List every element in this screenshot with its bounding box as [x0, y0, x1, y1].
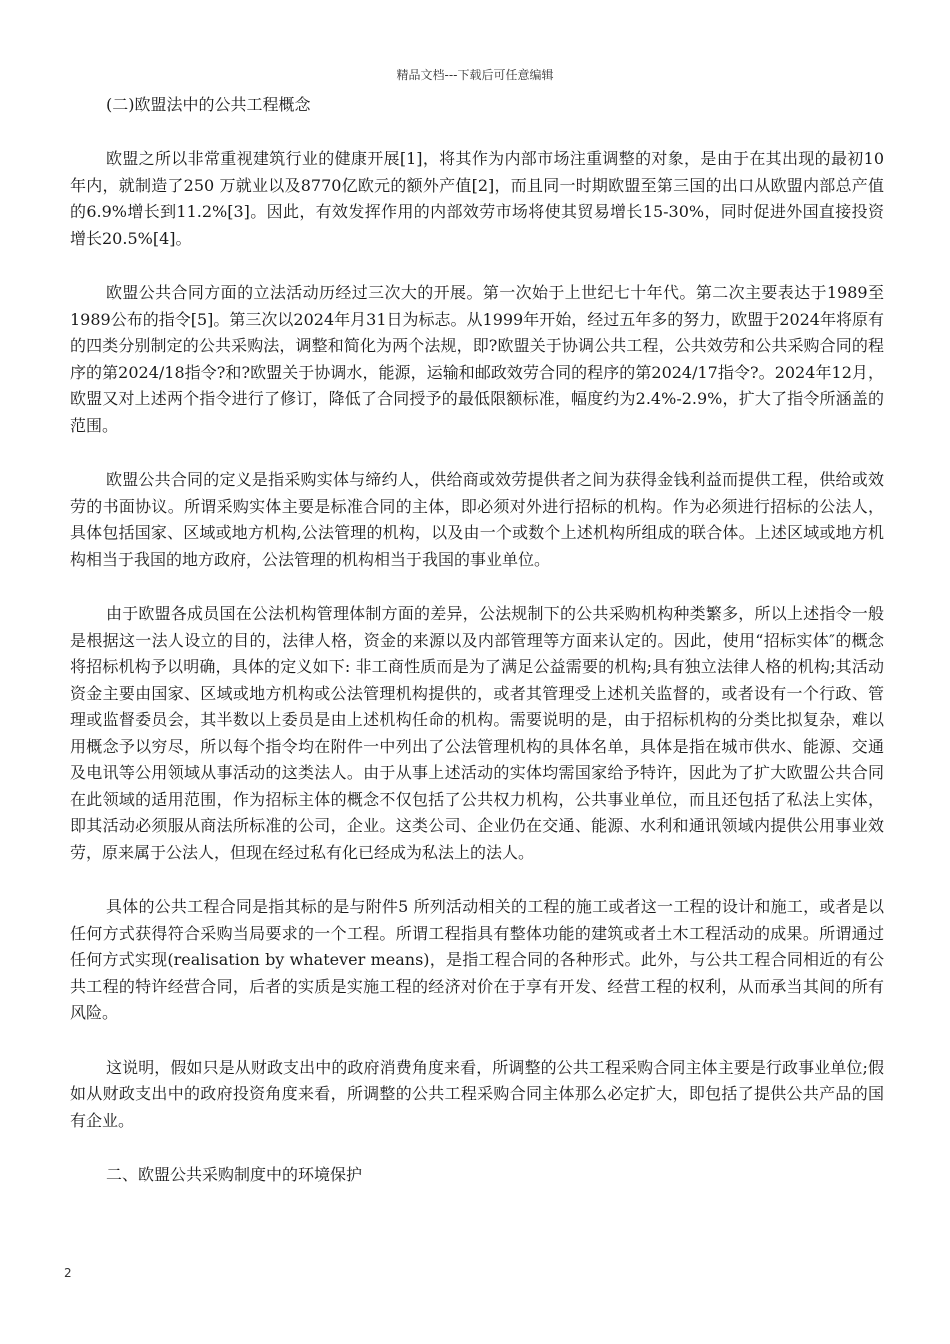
document-body: [70, 92, 884, 1216]
paragraph: 这说明，假如只是从财政支出中的政府消费角度来看，所调整的公共工程采购合同主体主要是行政事业单位;假如从财政支出中的政府投资角度来看，所调整的公共工程采购合同主体那么必定扩大，即包括了提供公共产品的国有企业。: [70, 1057, 884, 1130]
page-header: 精品文档---下载后可任意编辑: [396, 68, 554, 82]
paragraph: 欧盟公共合同的定义是指采购实体与缔约人，供给商或效劳提供者之间为获得金钱利益而提供工程，供给或效劳的书面协议。所谓采购实体主要是标准合同的主体，即必须对外进行招标的机构。作为必须进行招标的公法人，具体包括国家、区域或地方机构,公法管理的机构，以及由一个或数个上述机构所组成的联合体。上述区域或地方机构相当于我国的地方政府，公法管理的机构相当于我国的事业单位。: [70, 470, 884, 569]
page-number: 2: [64, 1266, 72, 1280]
paragraph: 具体的公共工程合同是指其标的是与附件5 所列活动相关的工程的施工或者这一工程的设计和施工，或者是以任何方式获得符合采购当局要求的一个工程。所谓工程指具有整体功能的建筑或者土木工程活动的成果。所谓通过任何方式实现(realisation by whatever means)，是指工程合同的各种形式。此外，与公共工程合同相近的有公共工程的特许经营合同，后者的实质是实施工程的经济对价在于享有开发、经营工程的权利，从而承当其间的所有风险。: [70, 897, 884, 1022]
section-heading-2: 二、欧盟公共采购制度中的环境保护: [106, 1165, 363, 1184]
section-heading: (二)欧盟法中的公共工程概念: [106, 95, 311, 114]
paragraph: 由于欧盟各成员国在公法机构管理体制方面的差异，公法规制下的公共采购机构种类繁多，所以上述指令一般是根据这一法人设立的目的，法律人格，资金的来源以及内部管理等方面来认定的。因此，使用“招标实体″的概念将招标机构予以明确，具体的定义如下: 非工商性质而是为了满足公益需要的机构;具有独立法律人格的机构;其活动资金主要由国家、区域或地方机构或公法管理机构提供的，或者其管理受上述机关监督的，或者设有一个行政、管理或监督委员会，其半数以上委员是由上述机构任命的机构。需要说明的是，由于招标机构的分类比拟复杂，难以用概念予以穷尽，所以每个指令均在附件一中列出了公法管理机构的具体名单，具体是指在城市供水、能源、交通及电讯等公用领域从事活动的这类法人。由于从事上述活动的实体均需国家给予特许，因此为了扩大欧盟公共合同在此领域的适用范围，作为招标主体的概念不仅包括了公共权力机构，公共事业单位，而且还包括了私法上实体，即其活动必须服从商法所标准的公司，企业。这类公司、企业仍在交通、能源、水利和通讯领域内提供公用事业效劳，原来属于公法人，但现在经过私有化已经成为私法上的法人。: [70, 604, 884, 862]
paragraph: 欧盟之所以非常重视建筑行业的健康开展[1]，将其作为内部市场注重调整的对象，是由于在其出现的最初10 年内，就制造了250 万就业以及8770亿欧元的额外产值[2]，而且同一时期欧盟至第三国的出口从欧盟内部总产值的6.9%增长到11.2%[3]。因此，有效发挥作用的内部效劳市场将使其贸易增长15-30%，同时促进外国直接投资增长20.5%[4]。: [70, 149, 884, 248]
paragraph: 欧盟公共合同方面的立法活动历经过三次大的开展。第一次始于上世纪七十年代。第二次主要表达于1989至1989公布的指令[5]。第三次以2024年月31日为标志。从1999年开始，经过五年多的努力，欧盟于2024年将原有的四类分别制定的公共采购法，调整和简化为两个法规，即?欧盟关于协调公共工程，公共效劳和公共采购合同的程序的第2024/18指令?和?欧盟关于协调水，能源，运输和邮政效劳合同的程序的第2024/17指令?。2024年12月，欧盟又对上述两个指令进行了修订，降低了合同授予的最低限额标准，幅度约为2.4%-2.9%，扩大了指令所涵盖的范围。: [70, 283, 884, 435]
